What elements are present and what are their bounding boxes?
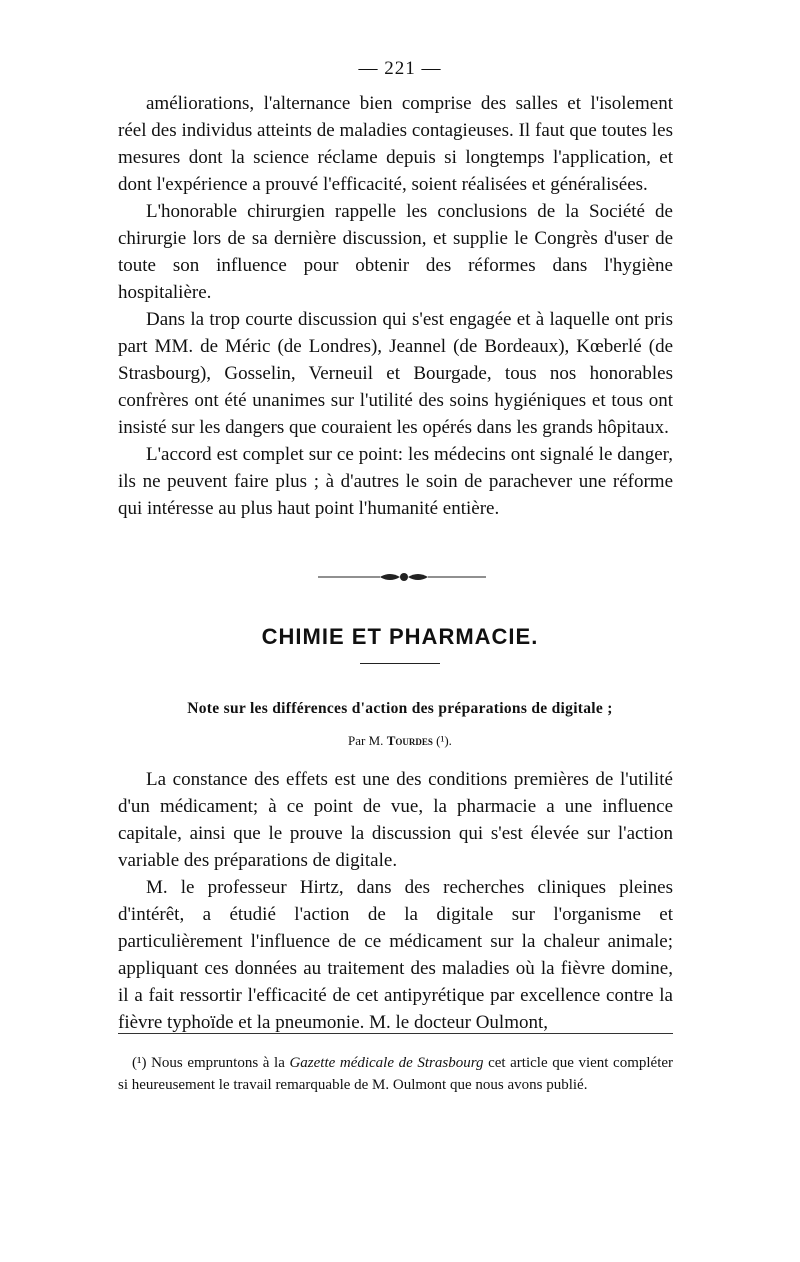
byline (0, 733, 800, 749)
body-text-bottom (118, 766, 673, 1036)
paragraph: Dans la trop courte discussion qui s'est engagée et à laquelle ont pris part MM. de Méric (de Londres), Jeannel (de Bordeaux), Kœberlé (de Strasbourg), Gosselin, Verneuil et Bourgade, tous nos honorables confrères ont été unanimes sur l'utilité des soins hygiéniques et tous ont insisté sur les dangers que couraient les opérés dans les grands hôpitaux. (118, 309, 673, 438)
byline-ref: (¹). (436, 733, 452, 748)
footnote-text-before: Nous empruntons à la (151, 1055, 285, 1071)
footnote-text-after: cet article que vient compléter si heureusement le travail remarquable de M. Oulmont que nous avons publié. (118, 1055, 674, 1093)
ornament-divider-icon (318, 570, 486, 584)
byline-author: Tourdes (386, 733, 433, 748)
body-text-top (118, 90, 673, 522)
paragraph: améliorations, l'alternance bien comprise des salles et l'isolement réel des individus atteints de maladies contagieuses. Il faut que toutes les mesures dont la science réclame depuis si longtemps l'application, et dont l'expérience a prouvé l'efficacité, soient réalisées et généralisées. (118, 93, 673, 195)
footnote-rule (118, 1033, 673, 1034)
paragraph: M. le professeur Hirtz, dans des recherches cliniques pleines d'intérêt, a étudié l'action de la digitale sur l'organisme et particulièrement l'influence de ce médicament sur la chaleur animale; appliquant ces données au traitement des maladies où la fièvre domine, il a fait ressortir l'efficacité de cet antipyrétique par excellence contre la fièvre typhoïde et la pneumonie. M. le docteur Oulmont, (118, 877, 673, 1033)
section-title: CHIMIE ET PHARMACIE. (261, 624, 539, 649)
page-number: — 221 — (358, 58, 442, 79)
footnote-marker: (¹) (132, 1055, 147, 1071)
title-rule (360, 663, 440, 664)
footnote-source: Gazette médicale de Strasbourg (289, 1055, 484, 1071)
paragraph: L'accord est complet sur ce point: les médecins ont signalé le danger, ils ne peuvent faire plus ; à d'autres le soin de parachever une réforme qui intéresse au plus haut point l'humanité entière. (118, 444, 673, 519)
paragraph: L'honorable chirurgien rappelle les conclusions de la Société de chirurgie lors de sa dernière discussion, et supplie le Congrès d'user de toute son influence pour obtenir des réformes dans l'hygiène hospitalière. (118, 201, 673, 303)
byline-prefix: Par M. (348, 733, 384, 748)
note-title: Note sur les différences d'action des préparations de digitale ; (187, 700, 613, 717)
footnote (118, 1052, 673, 1096)
paragraph: La constance des effets est une des conditions premières de l'utilité d'un médicament; à ce point de vue, la pharmacie a une influence capitale, ainsi que le prouve la discussion qui s'est élevée sur l'action variable des préparations de digitale. (118, 769, 673, 871)
